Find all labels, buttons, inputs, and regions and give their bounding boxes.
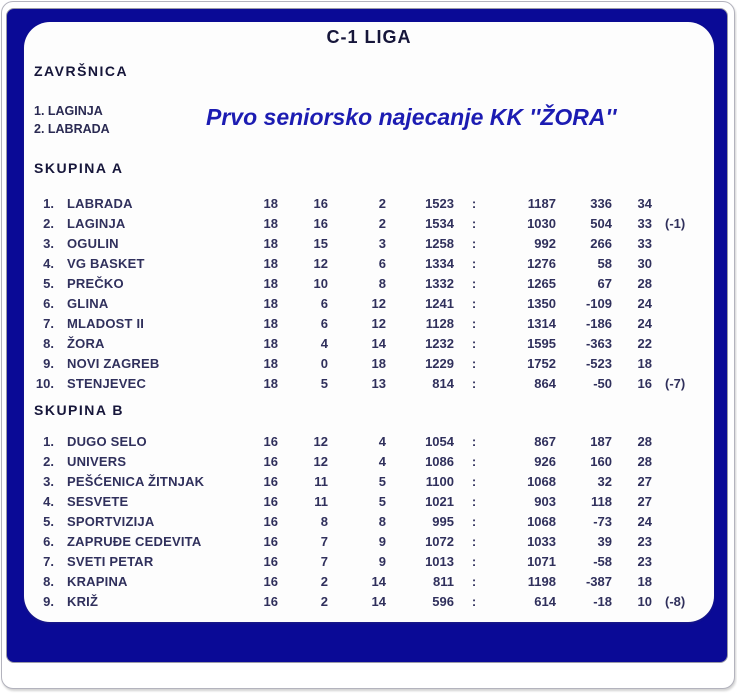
points-against-cell: 1265	[527, 276, 556, 291]
points-cell: 28	[637, 276, 652, 291]
table-row	[24, 234, 714, 254]
points-for-cell: 1054	[425, 434, 454, 449]
team-name-cell: UNIVERS	[67, 454, 127, 469]
table-row	[24, 214, 714, 234]
losses-cell: 9	[378, 534, 386, 549]
points-for-cell: 1258	[425, 236, 454, 251]
games-cell: 16	[263, 494, 278, 509]
games-cell: 18	[263, 296, 278, 311]
penalty-note: (-8)	[665, 594, 686, 609]
team-name-cell: SPORTVIZIJA	[67, 514, 155, 529]
team-name-cell: ZAPRUĐE CEDEVITA	[67, 534, 202, 549]
games-cell: 18	[263, 316, 278, 331]
diff-cell: 160	[590, 454, 612, 469]
games-cell: 18	[263, 256, 278, 271]
finals-entry-1: 1. LAGINJA	[34, 104, 103, 118]
points-against-cell: 1595	[527, 336, 556, 351]
losses-cell: 5	[378, 474, 386, 489]
wins-cell: 11	[314, 494, 328, 509]
points-for-cell: 811	[433, 574, 454, 589]
points-against-cell: 1350	[527, 296, 556, 311]
diff-cell: 187	[590, 434, 612, 449]
points-against-cell: 992	[534, 236, 556, 251]
points-for-cell: 1523	[425, 196, 454, 211]
table-row	[24, 512, 714, 532]
points-for-cell: 1232	[425, 336, 454, 351]
points-for-cell: 1332	[425, 276, 454, 291]
diff-cell: -109	[585, 296, 612, 311]
games-cell: 18	[263, 356, 278, 371]
penalty-note: (-1)	[665, 216, 686, 231]
wins-cell: 16	[313, 196, 328, 211]
table-row	[24, 532, 714, 552]
diff-cell: -387	[585, 574, 612, 589]
wins-cell: 16	[313, 216, 328, 231]
team-name-cell: LAGINJA	[67, 216, 126, 231]
diff-cell: -523	[585, 356, 612, 371]
team-name-cell: MLADOST II	[67, 316, 145, 331]
points-cell: 18	[637, 356, 652, 371]
points-for-cell: 814	[432, 376, 454, 391]
points-for-cell: 1021	[425, 494, 454, 509]
losses-cell: 4	[378, 434, 386, 449]
score-separator: :	[471, 454, 477, 469]
team-name-cell: PREČKO	[67, 276, 124, 291]
wins-cell: 12	[313, 434, 328, 449]
diff-cell: -73	[593, 514, 612, 529]
rank-cell: 6.	[43, 296, 54, 311]
score-separator: :	[471, 336, 477, 351]
points-for-cell: 1534	[425, 216, 454, 231]
points-against-cell: 1314	[527, 316, 556, 331]
diff-cell: 504	[590, 216, 612, 231]
score-separator: :	[471, 296, 477, 311]
points-for-cell: 1072	[425, 534, 454, 549]
team-name-cell: SVETI PETAR	[67, 554, 154, 569]
diff-cell: -58	[593, 554, 612, 569]
points-cell: 27	[637, 494, 652, 509]
wins-cell: 15	[313, 236, 328, 251]
points-against-cell: 1068	[527, 514, 556, 529]
team-name-cell: STENJEVEC	[67, 376, 147, 391]
score-separator: :	[471, 276, 477, 291]
score-separator: :	[471, 256, 477, 271]
points-cell: 34	[637, 196, 652, 211]
rank-cell: 5.	[43, 514, 54, 529]
table-row	[24, 254, 714, 274]
group-b-label: SKUPINA B	[34, 402, 124, 418]
wins-cell: 12	[313, 256, 328, 271]
points-for-cell: 1013	[425, 554, 454, 569]
score-separator: :	[471, 594, 477, 609]
team-name-cell: OGULIN	[67, 236, 119, 251]
score-separator: :	[471, 316, 477, 331]
games-cell: 18	[263, 276, 278, 291]
games-cell: 16	[263, 594, 278, 609]
points-for-cell: 596	[432, 594, 454, 609]
losses-cell: 9	[378, 554, 386, 569]
losses-cell: 6	[378, 256, 386, 271]
games-cell: 18	[263, 216, 278, 231]
wins-cell: 11	[314, 474, 328, 489]
rank-cell: 4.	[43, 256, 54, 271]
score-separator: :	[471, 574, 477, 589]
points-against-cell: 864	[534, 376, 556, 391]
diff-cell: -186	[585, 316, 612, 331]
points-for-cell: 1086	[425, 454, 454, 469]
games-cell: 18	[263, 236, 278, 251]
score-separator: :	[471, 434, 477, 449]
points-cell: 33	[637, 236, 652, 251]
team-name-cell: ŽORA	[67, 336, 105, 351]
points-against-cell: 903	[534, 494, 556, 509]
points-against-cell: 926	[534, 454, 556, 469]
table-row	[24, 334, 714, 354]
wins-cell: 2	[320, 574, 328, 589]
team-name-cell: KRIŽ	[67, 594, 99, 609]
score-separator: :	[471, 236, 477, 251]
team-name-cell: NOVI ZAGREB	[67, 356, 160, 371]
points-against-cell: 1198	[527, 574, 556, 589]
wins-cell: 5	[320, 376, 328, 391]
wins-cell: 7	[320, 554, 328, 569]
table-row	[24, 452, 714, 472]
losses-cell: 2	[378, 216, 386, 231]
group-a-label: SKUPINA A	[34, 160, 124, 176]
points-for-cell: 1128	[425, 316, 454, 331]
rank-cell: 2.	[43, 216, 54, 231]
team-name-cell: VG BASKET	[67, 256, 145, 271]
wins-cell: 12	[313, 454, 328, 469]
points-against-cell: 1187	[527, 196, 556, 211]
points-cell: 28	[637, 454, 652, 469]
points-for-cell: 1100	[425, 474, 454, 489]
losses-cell: 8	[378, 514, 386, 529]
score-separator: :	[471, 514, 477, 529]
games-cell: 16	[263, 514, 278, 529]
team-name-cell: KRAPINA	[67, 574, 128, 589]
penalty-note: (-7)	[665, 376, 686, 391]
points-cell: 22	[637, 336, 652, 351]
diff-cell: 118	[591, 494, 612, 509]
diff-cell: -50	[593, 376, 612, 391]
points-cell: 16	[637, 376, 652, 391]
losses-cell: 2	[378, 196, 386, 211]
diff-cell: -363	[585, 336, 612, 351]
score-separator: :	[471, 196, 477, 211]
wins-cell: 6	[320, 296, 328, 311]
table-row	[24, 314, 714, 334]
losses-cell: 14	[371, 336, 386, 351]
diff-cell: 39	[597, 534, 612, 549]
rank-cell: 7.	[43, 554, 54, 569]
points-cell: 24	[637, 514, 652, 529]
points-cell: 23	[637, 534, 652, 549]
games-cell: 16	[263, 534, 278, 549]
rank-cell: 1.	[43, 434, 54, 449]
wins-cell: 8	[320, 514, 328, 529]
table-row	[24, 492, 714, 512]
table-row	[24, 294, 714, 314]
games-cell: 18	[263, 196, 278, 211]
rank-cell: 10.	[35, 376, 54, 391]
rank-cell: 7.	[43, 316, 54, 331]
table-row	[24, 274, 714, 294]
points-for-cell: 1241	[425, 296, 454, 311]
rank-cell: 2.	[43, 454, 54, 469]
rank-cell: 9.	[43, 356, 54, 371]
losses-cell: 4	[378, 454, 386, 469]
points-cell: 28	[637, 434, 652, 449]
diff-cell: 32	[597, 474, 612, 489]
table-row	[24, 592, 714, 612]
points-against-cell: 1752	[527, 356, 556, 371]
games-cell: 16	[263, 434, 278, 449]
rank-cell: 8.	[43, 574, 54, 589]
team-name-cell: DUGO SELO	[67, 434, 147, 449]
table-row	[24, 374, 714, 394]
points-against-cell: 1033	[527, 534, 556, 549]
rank-cell: 3.	[43, 236, 54, 251]
tournament-banner: Prvo seniorsko najecanje KK ''ŽORA''	[206, 104, 617, 130]
rank-cell: 8.	[43, 336, 54, 351]
table-row	[24, 552, 714, 572]
wins-cell: 2	[320, 594, 328, 609]
losses-cell: 14	[371, 594, 386, 609]
score-separator: :	[471, 356, 477, 371]
table-row	[24, 572, 714, 592]
points-for-cell: 1334	[425, 256, 454, 271]
games-cell: 18	[263, 376, 278, 391]
losses-cell: 12	[371, 316, 386, 331]
diff-cell: 67	[597, 276, 612, 291]
losses-cell: 18	[371, 356, 386, 371]
table-row	[24, 472, 714, 492]
diff-cell: 266	[590, 236, 612, 251]
wins-cell: 4	[320, 336, 328, 351]
navy-frame	[6, 8, 728, 663]
rank-cell: 4.	[43, 494, 54, 509]
diff-cell: -18	[593, 594, 612, 609]
points-for-cell: 1229	[425, 356, 454, 371]
points-cell: 30	[637, 256, 652, 271]
diff-cell: 58	[597, 256, 612, 271]
points-cell: 24	[637, 296, 652, 311]
games-cell: 16	[263, 474, 278, 489]
wins-cell: 10	[313, 276, 328, 291]
score-separator: :	[471, 474, 477, 489]
score-separator: :	[471, 534, 477, 549]
group-a-table	[24, 194, 714, 394]
losses-cell: 3	[378, 236, 386, 251]
points-cell: 27	[637, 474, 652, 489]
rank-cell: 6.	[43, 534, 54, 549]
rank-cell: 1.	[43, 196, 54, 211]
losses-cell: 12	[371, 296, 386, 311]
games-cell: 16	[263, 554, 278, 569]
table-row	[24, 194, 714, 214]
points-against-cell: 1068	[527, 474, 556, 489]
diff-cell: 336	[590, 196, 612, 211]
team-name-cell: LABRADA	[67, 196, 133, 211]
games-cell: 16	[263, 454, 278, 469]
wins-cell: 6	[320, 316, 328, 331]
losses-cell: 8	[378, 276, 386, 291]
points-against-cell: 1030	[527, 216, 556, 231]
points-against-cell: 1276	[527, 256, 556, 271]
points-for-cell: 995	[432, 514, 454, 529]
team-name-cell: SESVETE	[67, 494, 129, 509]
content-panel	[24, 22, 714, 622]
points-cell: 23	[637, 554, 652, 569]
team-name-cell: PEŠĆENICA ŽITNJAK	[67, 474, 205, 489]
score-separator: :	[471, 494, 477, 509]
losses-cell: 5	[378, 494, 386, 509]
finals-section-label: ZAVRŠNICA	[34, 63, 129, 79]
finals-entry-2: 2. LABRADA	[34, 122, 110, 136]
losses-cell: 13	[371, 376, 386, 391]
games-cell: 16	[263, 574, 278, 589]
rank-cell: 3.	[43, 474, 54, 489]
finals-list	[34, 102, 110, 138]
group-b-table	[24, 432, 714, 612]
points-cell: 24	[637, 316, 652, 331]
page-title: C-1 LIGA	[326, 27, 412, 47]
wins-cell: 0	[320, 356, 328, 371]
wins-cell: 7	[320, 534, 328, 549]
team-name-cell: GLINA	[67, 296, 109, 311]
table-row	[24, 354, 714, 374]
table-row	[24, 432, 714, 452]
rank-cell: 9.	[43, 594, 54, 609]
rank-cell: 5.	[43, 276, 54, 291]
games-cell: 18	[263, 336, 278, 351]
points-cell: 10	[637, 594, 652, 609]
score-separator: :	[471, 554, 477, 569]
losses-cell: 14	[371, 574, 386, 589]
points-against-cell: 1071	[527, 554, 556, 569]
score-separator: :	[471, 376, 477, 391]
points-cell: 33	[637, 216, 652, 231]
points-against-cell: 867	[534, 434, 556, 449]
points-cell: 18	[637, 574, 652, 589]
score-separator: :	[471, 216, 477, 231]
points-against-cell: 614	[534, 594, 556, 609]
